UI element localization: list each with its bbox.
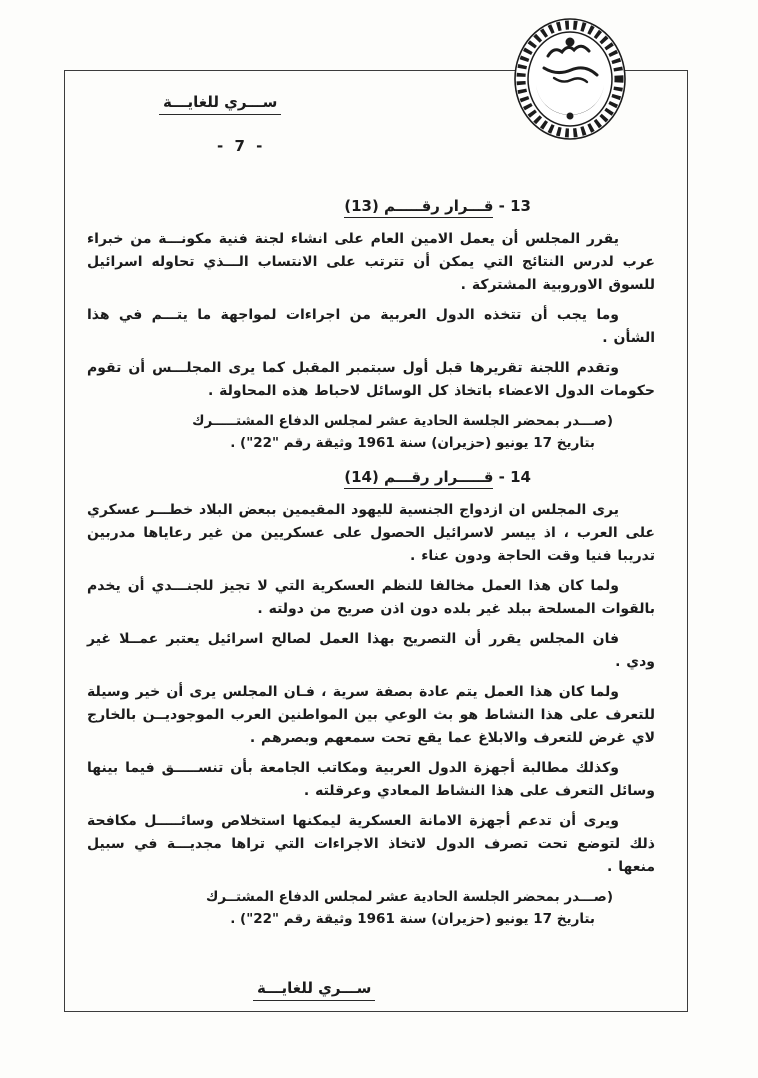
- document-content: [87, 197, 655, 944]
- classification-banner-bottom: ســـري للغايـــة: [253, 979, 375, 1001]
- footer-line: بتاريخ 17 يونيو (حزيران) سنة 1961 وثيقة رقم "22") .: [230, 911, 595, 927]
- decision-13-footer: [157, 410, 613, 454]
- decision-14-number: 14 -: [493, 468, 531, 486]
- footer-line: (صـــدر بمحضر الجلسة الحادية عشر لمجلس الدفاع المشتـــــرك: [192, 413, 613, 429]
- decision-14-section: [87, 468, 655, 930]
- decision-13-title: قـــرار رقـــــم (13): [344, 197, 493, 218]
- decision-paragraph: وكذلك مطالبة أجهزة الدول العربية ومكاتب الجامعة بأن تنســـــق فيما بينها وسائل التعرف على هذا النشاط المعادي وعرقلته .: [87, 760, 655, 799]
- decision-paragraph: وتقدم اللجنة تقريرها قبل أول سبتمبر المقبل كما يرى المجلـــس أن تقوم حكومات الدول الاعضاء باتخاذ كل الوسائل لاحباط هذه المحاولة .: [87, 360, 655, 399]
- footer-line: بتاريخ 17 يونيو (حزيران) سنة 1961 وثيقة رقم "22") .: [230, 435, 595, 451]
- decision-13-section: [87, 197, 655, 454]
- decision-paragraph: يرى المجلس ان ازدواج الجنسية لليهود المقيمين ببعض البلاد خطـــر عسكري على العرب ، اذ ييسر لاسرائيل الحصول على عسكريين من غير رعاياها مدربين تدريبا فنيا وقت الحاجة ودون عناء .: [87, 502, 655, 564]
- arab-league-emblem-icon: [512, 16, 628, 142]
- decision-paragraph: فان المجلس يقرر أن التصريح بهذا العمل لصالح اسرائيل يعتبر عمــلا غير ودي .: [87, 631, 655, 670]
- decision-13-heading: [87, 197, 531, 215]
- decision-paragraph: ولما كان هذا العمل مخالفا للنظم العسكرية التي لا تجيز للجنـــدي أن يخدم بالقوات المسلحة ببلد غير بلده دون اذن صريح من دولته .: [87, 578, 655, 617]
- page-border: [64, 70, 688, 1012]
- decision-14-heading: [87, 468, 531, 486]
- decision-paragraph: وما يجب أن تتخذه الدول العربية من اجراءات لمواجهة ما يتـــم في هذا الشأن .: [87, 307, 655, 346]
- decision-paragraph: ولما كان هذا العمل يتم عادة بصفة سرية ، فـان المجلس يرى أن خير وسيلة للتعرف على هذا النشاط هو بث الوعي بين المواطنين العرب الموجوديــن بالخارج لاي غرض للتعرف والابلاغ عما يقع تحت سمعهم وبصرهم .: [87, 684, 655, 746]
- decision-paragraph: ويرى أن تدعم أجهزة الامانة العسكرية ليمكنها استخلاص وسائـــــل مكافحة ذلك لتوضع تحت تصرف الدول لاتخاذ الاجراءات التي تراها مجديـــة في سبيل منعها .: [87, 813, 655, 875]
- decision-14-footer: [157, 886, 613, 930]
- decision-paragraph: يقرر المجلس أن يعمل الامين العام على انشاء لجنة فنية مكونـــة من خبراء عرب لدرس النتائج التي يمكن أن تترتب على الانتساب الـــذي تحاوله اسرائيل للسوق الاوروبية المشتركة .: [87, 231, 655, 293]
- decision-13-number: 13 -: [493, 197, 531, 215]
- classification-banner-top: ســـري للغايـــة: [159, 93, 281, 115]
- decision-14-title: قـــــرار رقـــم (14): [344, 468, 493, 489]
- page-number: - 7 -: [217, 137, 266, 155]
- footer-line: (صـــدر بمحضر الجلسة الحادية عشر لمجلس الدفاع المشتــرك: [205, 889, 613, 905]
- arab-league-emblem-graphic: [512, 16, 628, 142]
